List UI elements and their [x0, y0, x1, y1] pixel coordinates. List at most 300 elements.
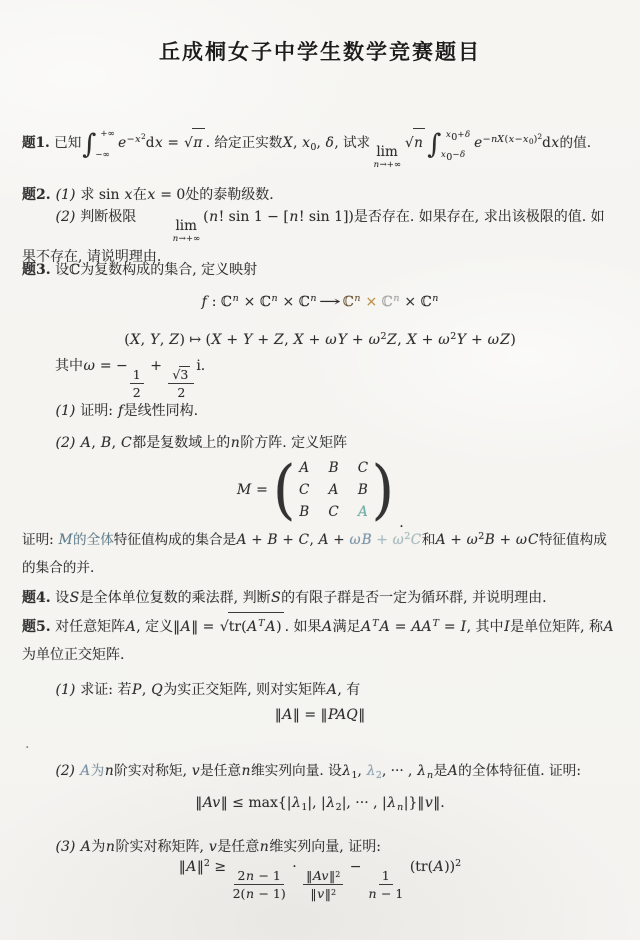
math-var: ω	[325, 332, 337, 348]
subscript	[351, 771, 357, 781]
math-var: x	[523, 134, 529, 145]
text-run: −	[482, 134, 491, 145]
text-run: = −	[95, 358, 128, 374]
math-var: x	[124, 187, 133, 203]
matrix-cell	[328, 503, 339, 521]
text-run: 1	[381, 868, 390, 883]
math-var: Y	[243, 332, 253, 348]
text-run: 对任意矩阵	[50, 619, 126, 635]
text-run: ‖	[178, 859, 186, 875]
math-var: n	[393, 293, 400, 304]
math-var: B	[484, 532, 495, 548]
text-run: →+∞	[379, 159, 401, 170]
text-run: 维实列向量, 证明:	[269, 839, 381, 855]
math-var: ω	[487, 332, 500, 348]
text-run: ,	[159, 332, 169, 348]
math-var: A	[299, 459, 310, 476]
math-var: A	[125, 619, 136, 635]
fraction	[303, 868, 343, 901]
text-run: 都是复数域上的	[132, 435, 231, 451]
subscript	[446, 153, 452, 163]
text-run: 0	[451, 131, 458, 143]
math-var: (1)	[55, 187, 76, 203]
text-run: 为	[91, 839, 106, 855]
long-arrow-icon: →	[318, 294, 342, 310]
numerator	[234, 868, 283, 885]
text-run: ))	[444, 859, 456, 875]
math-var: T	[432, 618, 439, 629]
text-run: 证明:	[22, 532, 59, 548]
math-var: ω	[349, 532, 361, 548]
text-run: , ··· ,	[381, 763, 417, 779]
text-run: 在	[132, 187, 147, 203]
text-run: ‖ ≤ max{|	[220, 795, 292, 811]
text-run: 特征值构成的集合的并.	[22, 532, 607, 576]
math-var: C	[357, 459, 369, 476]
problem-4	[22, 584, 618, 612]
text-run: ! sin 1])是否存在. 如果存在, 求出该极限的值. 如果不存在, 请说明理由.	[22, 209, 605, 265]
superscript	[432, 294, 439, 304]
text-run: 已知	[49, 135, 82, 151]
text-run: 2	[478, 531, 485, 542]
math-var: A	[180, 619, 191, 635]
formula-paq	[22, 701, 618, 729]
math-var: A	[265, 619, 276, 635]
math-var: X	[130, 332, 141, 348]
math-var: λ	[366, 763, 376, 779]
text-run: +	[347, 332, 369, 348]
text-run: +	[495, 532, 516, 548]
text-run: +	[221, 332, 243, 348]
numerator	[303, 868, 343, 885]
text-run: ≥	[209, 859, 231, 875]
superscript	[450, 332, 456, 342]
numerator	[168, 366, 194, 384]
text-run: 求 sin	[75, 187, 124, 203]
problem-label: 题4.	[22, 590, 51, 606]
subscript	[397, 803, 404, 813]
text-run: 是单位矩阵, 称	[510, 619, 603, 635]
text-run: |, |	[307, 795, 326, 811]
superscript	[204, 859, 210, 869]
math-var: n	[310, 293, 317, 304]
integral-sign-icon: ∫	[427, 129, 442, 160]
formula-max	[22, 789, 618, 817]
math-var: Q	[151, 682, 163, 698]
problem-label: 题3.	[22, 262, 51, 278]
math-var: x	[440, 150, 446, 160]
text-run: 设	[50, 590, 70, 606]
text-run: )	[533, 134, 538, 145]
text-run: +	[457, 129, 465, 140]
text-run: ,	[91, 435, 101, 451]
text-run: ‖	[310, 886, 317, 901]
problem-5	[22, 612, 618, 669]
text-run: ‖ = ‖	[292, 707, 328, 723]
matrix-cell	[357, 481, 368, 499]
run-group	[382, 294, 400, 310]
math-var: M	[58, 532, 73, 548]
text-run: =	[251, 482, 268, 498]
math-var: C	[298, 532, 309, 548]
sqrt-body	[192, 128, 205, 157]
math-var: (2)	[55, 435, 76, 451]
text-run: ‖	[328, 868, 336, 883]
sqrt	[184, 128, 205, 157]
math-var: X	[293, 332, 304, 348]
text-run: 的值.	[559, 135, 592, 151]
math-var: T	[372, 618, 379, 629]
text-run: 设ℂ为复数构成的集合, 定义映射	[50, 262, 258, 278]
superscript	[354, 294, 361, 304]
run-group	[343, 294, 361, 310]
text-run: ×	[361, 294, 382, 310]
text-run: −∞	[95, 150, 110, 160]
text-run: ‖.	[433, 795, 445, 811]
math-var: n	[105, 839, 115, 855]
math-var: ω	[368, 332, 380, 348]
radical-sign-icon: √	[172, 367, 181, 382]
text-run: d	[542, 135, 551, 151]
math-var: n	[289, 209, 299, 225]
text-run: ! sin 1 − [	[218, 209, 289, 225]
math-var: ω	[515, 532, 527, 548]
limit-underscript	[373, 161, 401, 170]
math-var: n	[259, 839, 269, 855]
math-var: B	[328, 459, 339, 476]
text-run: 证明:	[75, 403, 118, 419]
math-var: π	[193, 135, 203, 151]
math-var: P	[131, 682, 142, 698]
matrix-cell	[328, 481, 339, 499]
text-run: 和	[421, 532, 436, 548]
limit	[139, 220, 200, 243]
text-run: ‖	[306, 868, 313, 883]
math-var: ω	[83, 358, 95, 374]
text-run: ‖	[358, 707, 366, 723]
math-var: A	[361, 619, 372, 635]
formula-map	[22, 288, 618, 316]
text-run: , 定义‖	[136, 619, 181, 635]
math-var: n	[368, 886, 377, 901]
superscript	[372, 619, 379, 629]
superscript	[478, 532, 484, 542]
text-run: +	[304, 332, 325, 348]
math-var: Z	[169, 332, 179, 348]
problem-label: 题1.	[22, 135, 50, 151]
math-var: δ	[325, 135, 334, 151]
text-run: 为	[90, 763, 105, 779]
text-run: 2	[537, 132, 543, 141]
math-var: n	[426, 770, 434, 781]
problem-5-item2	[22, 757, 618, 785]
math-var: A	[318, 532, 329, 548]
text-run: 其中	[55, 358, 83, 374]
math-var: B	[361, 532, 372, 548]
math-var: n	[414, 135, 423, 151]
math-var: C	[299, 481, 310, 498]
text-run: ‖	[196, 859, 204, 875]
text-run: 2	[140, 132, 146, 141]
text-run: 2	[335, 802, 342, 813]
subscript	[310, 143, 316, 153]
math-var: n	[232, 293, 239, 304]
math-var: e	[118, 135, 127, 151]
integral-sign-icon: ∫	[82, 129, 97, 160]
text-run: 2	[237, 868, 246, 883]
superscript	[335, 871, 340, 879]
run-group	[358, 504, 369, 520]
denominator	[368, 885, 403, 901]
math-var: f	[117, 403, 124, 419]
text-run: 0	[528, 137, 534, 146]
math-var: δ	[459, 150, 466, 160]
text-run: |}‖	[403, 795, 425, 811]
math-var: x	[445, 129, 451, 140]
numerator	[130, 367, 144, 384]
fraction	[368, 868, 403, 901]
text-run: : ℂ	[207, 294, 233, 310]
text-run: . 给定正实数	[205, 135, 283, 151]
radical-sign-icon: √	[219, 619, 229, 635]
math-var: n	[209, 209, 219, 225]
sqrt-body	[413, 128, 426, 157]
text-run: ℂ	[342, 294, 354, 310]
math-var: S	[69, 590, 80, 606]
formula-matrix	[22, 450, 618, 530]
math-var: A	[282, 707, 293, 723]
math-var: n	[373, 159, 380, 170]
omega-definition	[22, 352, 618, 400]
math-var: Av	[312, 868, 329, 883]
problem-5-item1	[22, 676, 618, 704]
superscript	[126, 132, 146, 145]
math-var: A	[358, 504, 368, 521]
text-run: ,	[111, 435, 121, 451]
formula-final	[22, 853, 618, 901]
math-var: Av	[202, 795, 221, 811]
math-var: I	[460, 619, 467, 635]
math-var: (1)	[55, 682, 76, 698]
matrix-paren: (	[272, 451, 296, 528]
matrix-grid	[299, 459, 369, 522]
denominator	[233, 885, 286, 901]
text-run: 2	[330, 888, 337, 897]
proof-statement	[22, 526, 618, 582]
text-run: i.	[196, 358, 206, 374]
math-var: ω	[438, 332, 450, 348]
math-var: AA	[411, 619, 432, 635]
numerator	[379, 868, 393, 885]
math-var: ω	[466, 532, 478, 548]
page-title: 丘成桐女子中学生数学竞赛题目	[159, 40, 481, 64]
text-run: ,	[397, 332, 407, 348]
text-run: 为实正交矩阵, 则对实矩阵	[163, 682, 327, 698]
run-group	[80, 763, 105, 779]
math-var: x	[551, 135, 560, 151]
matrix-lhs	[236, 476, 268, 504]
math-var: λ	[326, 795, 336, 811]
text-run: 0	[310, 142, 317, 153]
radical-sign-icon: √	[404, 135, 414, 151]
subscript	[301, 803, 307, 813]
math-var: B	[100, 435, 112, 451]
math-var: X	[406, 332, 417, 348]
math-var: A	[447, 763, 458, 779]
text-run: 2	[177, 385, 186, 400]
sqrt	[220, 612, 284, 641]
text-run: , 试求	[334, 135, 371, 151]
math-var: ω	[392, 532, 404, 548]
text-run: 1	[301, 802, 308, 813]
math-var: (3)	[55, 839, 76, 855]
fraction	[233, 868, 286, 901]
text-run: tr(	[228, 619, 247, 635]
text-run: 的全体	[73, 532, 114, 548]
text-run: 0	[446, 152, 453, 163]
math-var: Y	[150, 332, 160, 348]
sqrt-body	[228, 612, 284, 641]
text-run: − 1	[254, 868, 281, 883]
superscript	[232, 294, 239, 304]
math-var: nX	[491, 134, 504, 145]
math-var: n	[104, 763, 114, 779]
math-var: λ	[342, 763, 351, 779]
limit-word: lim	[175, 218, 197, 234]
problem-3	[22, 256, 618, 284]
math-var: n	[271, 293, 278, 304]
math-var: A	[80, 763, 91, 779]
sqrt-body	[179, 366, 190, 382]
math-var: δ	[464, 129, 471, 140]
math-var: C	[527, 532, 539, 548]
text-run: 2	[375, 770, 382, 781]
text-run: 是任意	[200, 763, 242, 779]
superscript	[258, 619, 265, 629]
subscript	[336, 803, 342, 813]
limit-word: lim	[376, 144, 398, 160]
text-run: +∞	[100, 128, 115, 139]
text-run: 为单位正交矩阵.	[22, 647, 125, 663]
math-var: λ	[417, 763, 426, 779]
sqrt	[405, 128, 425, 157]
fraction	[130, 367, 144, 400]
math-var: v	[208, 839, 217, 855]
text-run: +	[246, 532, 268, 548]
text-run: ‖ =	[191, 619, 219, 635]
text-run: 满足	[332, 619, 361, 635]
text-run: 阶方阵. 定义矩阵	[240, 435, 348, 451]
math-var: A	[80, 435, 91, 451]
text-run: 1	[132, 367, 141, 382]
text-run: 2	[450, 331, 457, 342]
text-run: (tr(	[405, 859, 434, 875]
text-run: 1	[351, 770, 358, 781]
math-var: n	[397, 802, 404, 813]
math-var: X	[282, 135, 293, 151]
math-var: C	[410, 532, 422, 548]
text-run: −	[345, 859, 366, 875]
subscript	[376, 771, 382, 781]
matrix-cell	[299, 481, 310, 499]
radical-sign-icon: √	[184, 135, 193, 151]
formula-xyz	[22, 326, 618, 354]
matrix-cell	[328, 459, 339, 477]
superscript	[393, 294, 400, 304]
math-var: S	[271, 590, 281, 606]
text-run: , 有	[337, 682, 361, 698]
text-run: 特征值构成的集合是	[113, 532, 237, 548]
text-run: +	[145, 358, 167, 374]
text-run: ,	[140, 332, 150, 348]
math-var: I	[504, 619, 510, 635]
integral	[427, 129, 471, 163]
text-run: 2	[455, 858, 462, 869]
math-var: B	[267, 532, 278, 548]
text-run: +	[446, 532, 467, 548]
matrix-cell	[299, 459, 310, 477]
text-run: ·	[287, 859, 302, 875]
matrix-paren: )	[371, 451, 395, 528]
text-run: 阶实对称矩阵,	[115, 839, 209, 855]
text-run: 2(	[232, 886, 246, 901]
math-var: A	[603, 619, 614, 635]
text-run: 维实列向量. 设	[250, 763, 342, 779]
math-var: x	[154, 135, 163, 151]
limit-underscript	[139, 235, 200, 244]
text-run: )	[510, 332, 516, 348]
math-var: v	[191, 763, 200, 779]
math-var: B	[357, 481, 368, 498]
text-run: ,	[309, 532, 319, 548]
text-run: = 0处的泰勒级数.	[155, 187, 274, 203]
upper-limit	[445, 129, 471, 143]
math-var: M	[236, 482, 252, 498]
text-run: ‖	[274, 707, 282, 723]
matrix-cell	[299, 503, 310, 521]
run-group	[372, 532, 422, 548]
text-run: 2	[404, 531, 411, 542]
text-run: +	[466, 332, 488, 348]
math-var: e	[474, 135, 483, 151]
text-run: . 如果	[284, 619, 322, 635]
superscript	[271, 294, 278, 304]
math-var: PAQ	[328, 707, 358, 723]
superscript	[482, 132, 543, 146]
text-run: −	[514, 134, 523, 145]
text-run: 3	[180, 367, 189, 382]
text-run: − 1	[377, 886, 404, 901]
integral	[82, 130, 114, 160]
integral-limits	[97, 130, 114, 160]
text-run: 是任意	[217, 839, 260, 855]
math-var: n	[230, 435, 240, 451]
text-run: (	[124, 332, 130, 348]
run-group	[366, 763, 382, 779]
problem-label: 题5.	[22, 619, 51, 635]
math-var: A	[186, 859, 197, 875]
text-run: =	[439, 619, 461, 635]
superscript	[141, 133, 146, 141]
text-run: +	[328, 532, 349, 548]
text-run: 的有限子群是否一定为循环群, 并说明理由.	[281, 590, 547, 606]
subscript	[529, 138, 534, 146]
text-run: ‖	[324, 886, 331, 901]
run-group	[58, 532, 114, 548]
math-var: n	[245, 868, 254, 883]
denominator	[310, 885, 336, 901]
math-var: A	[326, 682, 337, 698]
